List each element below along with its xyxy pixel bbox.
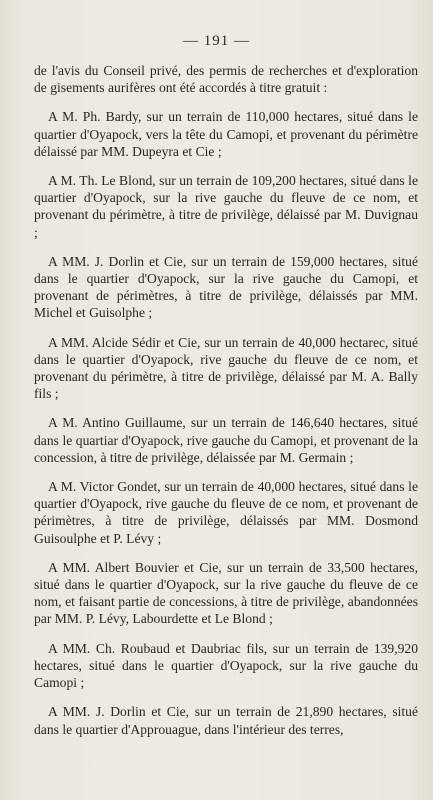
paragraph: A M. Victor Gondet, sur un terrain de 40,000 hectares, situé dans le quartier d'Oyapock, rive gauche du fleuve de ce nom, et provenant de périmètres, à titre de privilège, délaissés par MM. Dosmond Guisoulphe et P. Lévy ; [34,479,418,546]
page-number: — 191 — [183,33,250,49]
body-text [34,62,418,738]
paragraph: A MM. Alcide Sédir et Cie, sur un terrain de 40,000 hectarec, situé dans le quartier d'Oyapock, rive gauche du fleuve de ce nom, et provenant du périmètre, à titre de privilège, délaissé par M. A. Bally fils ; [34,334,418,402]
paragraph: A M. Th. Le Blond, sur un terrain de 109,200 hectares, situé dans le quartier d'Oyapock, sur la rive gauche du fleuve de ce nom, et provenant du périmètre, à titre de privilège, délaissé par M. Duvignau ; [34,173,418,240]
paragraph: A MM. J. Dorlin et Cie, sur un terrain de 159,000 hectares, situé dans le quartier d'Oyapock, sur la rive gauche du Camopi, et provenant de périmètres, à titre de privilège, délaissés par MM. Michel et Guisolphe ; [34,253,418,321]
paragraph: A MM. Albert Bouvier et Cie, sur un terrain de 33,500 hectares, situé dans le quartier d'Oyapock, sur la rive gauche du fleuve de ce nom, et faisant partie de concessions, à titre de privilège, abandonnées par MM. P. Lévy, Labourdette et Le Blond ; [34,559,418,627]
paragraph: de l'avis du Conseil privé, des permis de recherches et d'exploration de gisements aurifères ont été accordés à titre gratuit : [34,63,418,96]
paragraph: A MM. Ch. Roubaud et Daubriac fils, sur un terrain de 139,920 hectares, situé dans le quartier d'Oyapock, sur la rive gauche du Camopi ; [34,640,418,691]
paragraph: A MM. J. Dorlin et Cie, sur un terrain de 21,890 hectares, situé dans le quartier d'Approuague, dans l'intérieur des terres, [34,704,418,737]
paragraph: A M. Ph. Bardy, sur un terrain de 110,000 hectares, situé dans le quartier d'Oyapock, vers la tête du Camopi, et provenant du périmètre délaissé par MM. Dupeyra et Cie ; [34,109,418,159]
paragraph: A M. Antino Guillaume, sur un terrain de 146,640 hectares, situé dans le quartiar d'Oyapock, rive gauche du Camopi, et provenant de la concession, à titre de privilège, délaissée par M. Germain ; [34,415,418,465]
